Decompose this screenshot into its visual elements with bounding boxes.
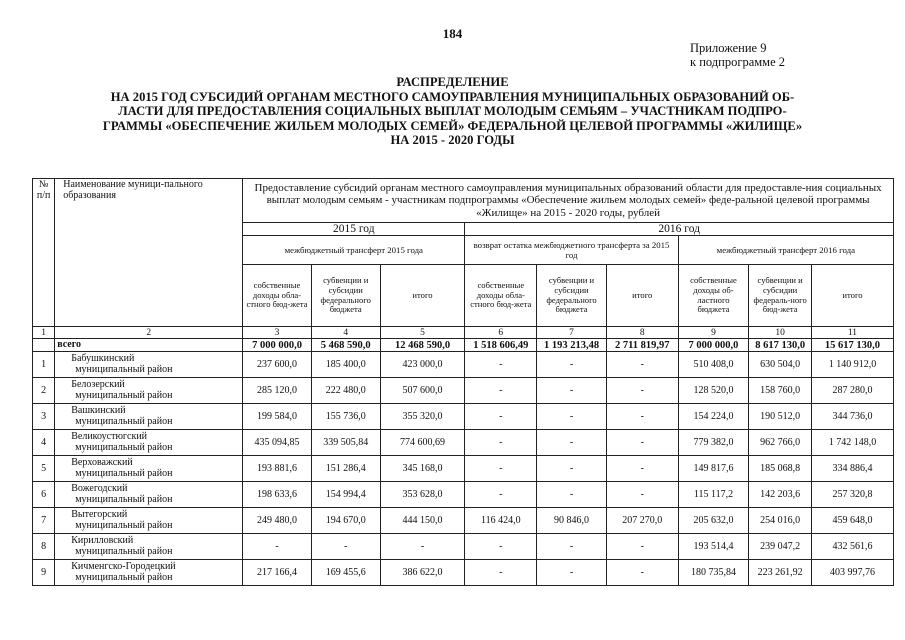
total-cell: 15 617 130,0 (811, 339, 893, 352)
value-cell: 198 633,6 (243, 482, 312, 508)
municipality-name-line: Бабушкинский (71, 353, 135, 364)
title-line: ГРАММЫ «ОБЕСПЕЧЕНИЕ ЖИЛЬЕМ МОЛОДЫХ СЕМЕЙ» ФЕДЕРАЛЬНОЙ ЦЕЛЕВОЙ ПРОГРАММЫ «ЖИЛИЩЕ» (102, 118, 803, 133)
value-cell: 185 400,0 (311, 352, 380, 378)
value-cell: - (606, 378, 678, 404)
column-number-row (33, 327, 894, 339)
value-cell: 435 094,85 (243, 430, 312, 456)
total-cell: 12 468 590,0 (380, 339, 465, 352)
row-number: 4 (33, 430, 55, 456)
value-cell: 205 632,0 (678, 508, 749, 534)
value-cell: 217 166,4 (243, 560, 312, 586)
municipality-name-line: муниципальный район (75, 415, 173, 427)
header-col-11: итого (811, 265, 893, 327)
header-transfer-2015: межбюджетный трансферт 2015 года (243, 236, 465, 265)
value-cell: 339 505,84 (311, 430, 380, 456)
value-cell: 158 760,0 (749, 378, 812, 404)
value-cell: 353 628,0 (380, 482, 465, 508)
value-cell: 222 480,0 (311, 378, 380, 404)
total-cell: 1 193 213,48 (537, 339, 607, 352)
value-cell: 257 320,8 (811, 482, 893, 508)
value-cell: - (606, 534, 678, 560)
value-cell: - (537, 430, 607, 456)
header-year-2015: 2015 год (243, 223, 465, 236)
column-number: 6 (465, 327, 537, 339)
municipality-name (55, 378, 243, 404)
value-cell: 149 817,6 (678, 456, 749, 482)
value-cell: 774 600,69 (380, 430, 465, 456)
value-cell: 193 881,6 (243, 456, 312, 482)
municipality-name-line: Вашкинский (71, 405, 126, 416)
value-cell: - (465, 404, 537, 430)
table-row (33, 508, 894, 534)
column-number: 11 (811, 327, 893, 339)
municipality-name-line: муниципальный район (75, 493, 173, 505)
header-col-8: итого (606, 265, 678, 327)
value-cell: 403 997,76 (811, 560, 893, 586)
total-cell: 5 468 590,0 (311, 339, 380, 352)
value-cell: - (537, 352, 607, 378)
total-label: всего (55, 339, 243, 352)
value-cell: 155 736,0 (311, 404, 380, 430)
header-col-7: субвенции и субсидии федерального бюджета (537, 265, 607, 327)
column-number: 7 (537, 327, 607, 339)
table-row (33, 352, 894, 378)
value-cell: - (606, 456, 678, 482)
value-cell: 355 320,0 (380, 404, 465, 430)
header-col-9: собственные доходы об-ластного бюджета (678, 265, 749, 327)
value-cell: 194 670,0 (311, 508, 380, 534)
value-cell: 128 520,0 (678, 378, 749, 404)
header-col-3: собственные доходы обла-стного бюд-жета (243, 265, 312, 327)
value-cell: 345 168,0 (380, 456, 465, 482)
municipality-name (55, 352, 243, 378)
value-cell: 151 286,4 (311, 456, 380, 482)
municipality-name (55, 430, 243, 456)
value-cell: 334 886,4 (811, 456, 893, 482)
value-cell: 630 504,0 (749, 352, 812, 378)
value-cell: - (465, 456, 537, 482)
value-cell: - (537, 534, 607, 560)
header-municipality: Наименование муници-пального образования (55, 179, 243, 327)
header-year-2016: 2016 год (465, 223, 894, 236)
value-cell: - (537, 378, 607, 404)
row-number: 1 (33, 352, 55, 378)
value-cell: 116 424,0 (465, 508, 537, 534)
subsidy-table (32, 178, 894, 586)
value-cell: - (606, 404, 678, 430)
total-cell: 7 000 000,0 (243, 339, 312, 352)
value-cell: 962 766,0 (749, 430, 812, 456)
municipality-name-line: муниципальный район (75, 441, 173, 453)
municipality-name (55, 456, 243, 482)
row-number: 3 (33, 404, 55, 430)
value-cell: - (311, 534, 380, 560)
value-cell: 223 261,92 (749, 560, 812, 586)
municipality-name (55, 534, 243, 560)
column-number: 10 (749, 327, 812, 339)
value-cell: 169 455,6 (311, 560, 380, 586)
municipality-name (55, 508, 243, 534)
header-return-2015: возврат остатка межбюджетного трансферта за 2015 год (465, 236, 678, 265)
table-row (33, 378, 894, 404)
value-cell: - (606, 560, 678, 586)
value-cell: 239 047,2 (749, 534, 812, 560)
municipality-name (55, 560, 243, 586)
total-cell: 1 518 606,49 (465, 339, 537, 352)
row-number: 6 (33, 482, 55, 508)
municipality-name (55, 482, 243, 508)
header-subsidy-description: Предоставление субсидий органам местного самоуправления муниципальных образований области для предоставле-ния социальных выплат молодым семьям - участникам подпрограммы «Обеспечение жильем молодых семей» феде-ральной целевой программы «Жилище» на 2015 - 2020 годы, рублей (243, 179, 894, 223)
municipality-name-line: Кирилловский (71, 535, 134, 546)
value-cell: - (606, 352, 678, 378)
value-cell: 199 584,0 (243, 404, 312, 430)
municipality-name-line: муниципальный район (75, 571, 173, 583)
value-cell: 193 514,4 (678, 534, 749, 560)
value-cell: 285 120,0 (243, 378, 312, 404)
title-line: РАСПРЕДЕЛЕНИЕ (396, 75, 509, 89)
value-cell: 459 648,0 (811, 508, 893, 534)
value-cell: 1 140 912,0 (811, 352, 893, 378)
title-line: ЛАСТИ ДЛЯ ПРЕДОСТАВЛЕНИЯ СОЦИАЛЬНЫХ ВЫПЛАТ МОЛОДЫМ СЕМЬЯМ – УЧАСТНИКАМ ПОДПРО- (118, 104, 787, 118)
table-row (33, 430, 894, 456)
row-number: 5 (33, 456, 55, 482)
page-number: 184 (442, 26, 463, 41)
value-cell: 510 408,0 (678, 352, 749, 378)
municipality-name-line: Верховажский (71, 457, 133, 468)
header-col-4: субвенции и субсидии федерального бюджета (311, 265, 380, 327)
value-cell: 237 600,0 (243, 352, 312, 378)
value-cell: - (606, 430, 678, 456)
value-cell: - (537, 456, 607, 482)
value-cell: 180 735,84 (678, 560, 749, 586)
column-number: 3 (243, 327, 312, 339)
total-cell: 8 617 130,0 (749, 339, 812, 352)
value-cell: 423 000,0 (380, 352, 465, 378)
value-cell: 249 480,0 (243, 508, 312, 534)
value-cell: 154 224,0 (678, 404, 749, 430)
value-cell: - (465, 352, 537, 378)
column-number: 4 (311, 327, 380, 339)
value-cell: 444 150,0 (380, 508, 465, 534)
column-number: 8 (606, 327, 678, 339)
header-col-10: субвенции и субсидии федераль-ного бюд-жета (749, 265, 812, 327)
header-col-6: собственные доходы обла-стного бюд-жета (465, 265, 537, 327)
value-cell: - (465, 560, 537, 586)
column-number: 1 (33, 327, 55, 339)
row-number: 9 (33, 560, 55, 586)
table-row (33, 456, 894, 482)
value-cell: 344 736,0 (811, 404, 893, 430)
value-cell: 207 270,0 (606, 508, 678, 534)
table-row (33, 534, 894, 560)
value-cell: - (465, 378, 537, 404)
total-row (33, 339, 894, 352)
municipality-name-line: Вожегодский (71, 483, 128, 494)
municipality-name-line: Кичменгско-Городецкий (71, 561, 176, 572)
value-cell: - (465, 430, 537, 456)
value-cell: 386 622,0 (380, 560, 465, 586)
column-number: 2 (55, 327, 243, 339)
row-number: 7 (33, 508, 55, 534)
value-cell: 185 068,8 (749, 456, 812, 482)
header-transfer-2016: межбюджетный трансферт 2016 года (678, 236, 893, 265)
column-number: 5 (380, 327, 465, 339)
value-cell: 154 994,4 (311, 482, 380, 508)
table-row (33, 404, 894, 430)
appendix-line: к подпрограмме 2 (690, 55, 785, 69)
value-cell: 779 382,0 (678, 430, 749, 456)
value-cell: 1 742 148,0 (811, 430, 893, 456)
municipality-name (55, 404, 243, 430)
header-col-5: итого (380, 265, 465, 327)
value-cell: - (537, 482, 607, 508)
total-number-cell (33, 339, 55, 352)
title-line: НА 2015 - 2020 ГОДЫ (390, 133, 515, 147)
table-row (33, 560, 894, 586)
municipality-name-line: муниципальный район (75, 519, 173, 531)
appendix-reference (690, 41, 785, 69)
table-row (33, 482, 894, 508)
value-cell: - (380, 534, 465, 560)
municipality-name-line: муниципальный район (75, 363, 173, 375)
value-cell: 254 016,0 (749, 508, 812, 534)
municipality-name-line: Великоустюгский (71, 431, 148, 442)
value-cell: 190 512,0 (749, 404, 812, 430)
municipality-name-line: муниципальный район (75, 389, 173, 401)
value-cell: 90 846,0 (537, 508, 607, 534)
value-cell: - (537, 404, 607, 430)
header-number: № п/п (33, 179, 55, 327)
municipality-name-line: Вытегорский (71, 509, 128, 520)
value-cell: - (606, 482, 678, 508)
total-cell: 7 000 000,0 (678, 339, 749, 352)
document-title (10, 75, 895, 148)
total-cell: 2 711 819,97 (606, 339, 678, 352)
value-cell: 507 600,0 (380, 378, 465, 404)
value-cell: 142 203,6 (749, 482, 812, 508)
title-line: НА 2015 ГОД СУБСИДИЙ ОРГАНАМ МЕСТНОГО САМОУПРАВЛЕНИЯ МУНИЦИПАЛЬНЫХ ОБРАЗОВАНИЙ ОБ- (110, 89, 795, 104)
appendix-line: Приложение 9 (690, 41, 767, 55)
value-cell: 115 117,2 (678, 482, 749, 508)
municipality-name-line: муниципальный район (75, 545, 173, 557)
municipality-name-line: муниципальный район (75, 467, 173, 479)
value-cell: - (465, 482, 537, 508)
column-number: 9 (678, 327, 749, 339)
value-cell: - (243, 534, 312, 560)
value-cell: 287 280,0 (811, 378, 893, 404)
value-cell: 432 561,6 (811, 534, 893, 560)
municipality-name-line: Белозерский (71, 379, 125, 390)
value-cell: - (537, 560, 607, 586)
row-number: 8 (33, 534, 55, 560)
value-cell: - (465, 534, 537, 560)
row-number: 2 (33, 378, 55, 404)
